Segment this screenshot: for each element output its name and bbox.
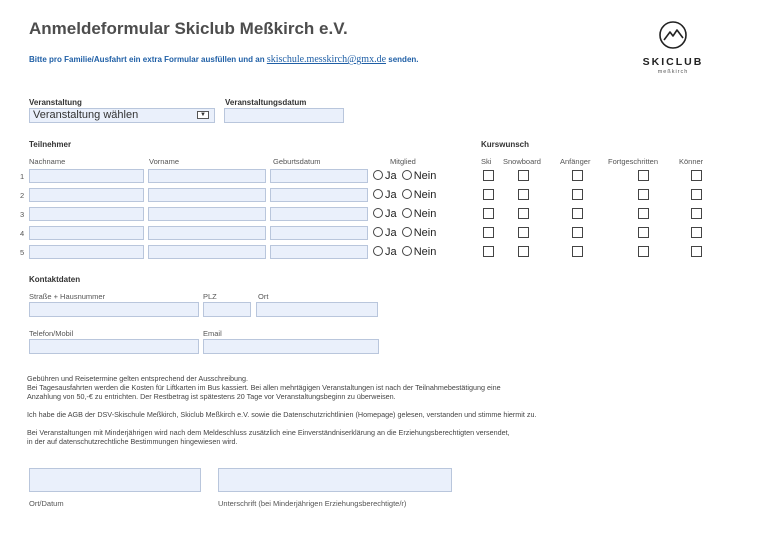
col-expert: Könner <box>679 157 704 166</box>
expert-checkbox[interactable] <box>691 170 702 181</box>
beginner-checkbox[interactable] <box>572 170 583 181</box>
advanced-checkbox[interactable] <box>638 246 649 257</box>
skiclub-logo <box>638 20 708 75</box>
email-field[interactable] <box>203 339 379 354</box>
member-yes-label: Ja <box>385 227 397 239</box>
member-yes-radio[interactable] <box>373 170 383 180</box>
phone-label: Telefon/Mobil <box>29 329 194 340</box>
snowboard-checkbox[interactable] <box>518 208 529 219</box>
street-label: Straße + Hausnummer <box>29 292 194 303</box>
ski-checkbox[interactable] <box>483 170 494 181</box>
logo-name: SKICLUB <box>642 56 704 68</box>
member-yes-label: Ja <box>385 246 397 258</box>
member-no-label: Nein <box>413 246 437 258</box>
beginner-checkbox[interactable] <box>572 227 583 238</box>
zip-field[interactable] <box>203 302 251 317</box>
member-no-label: Nein <box>413 227 437 239</box>
firstname-field[interactable] <box>148 207 266 221</box>
member-yes-radio[interactable] <box>373 246 383 256</box>
col-ski: Ski <box>481 157 492 166</box>
col-advanced: Fortgeschritten <box>608 157 659 166</box>
beginner-checkbox[interactable] <box>572 246 583 257</box>
col-member: Mitglied <box>390 157 416 166</box>
member-no-radio[interactable] <box>402 227 412 237</box>
event-select-value: Veranstaltung wählen <box>33 109 139 121</box>
col-lastname: Nachname <box>29 157 66 166</box>
place-date-field[interactable] <box>29 468 201 492</box>
page-title: Anmeldeformular Skiclub Meßkirch e.V. <box>29 19 348 38</box>
city-label: Ort <box>258 292 269 301</box>
fees-text <box>27 374 727 401</box>
instruction-prefix: Bitte pro Familie/Ausfahrt ein extra Formular ausfüllen und an <box>29 55 265 64</box>
advanced-checkbox[interactable] <box>638 170 649 181</box>
member-radio-group <box>373 246 436 258</box>
firstname-field[interactable] <box>148 226 266 240</box>
row-number: 2 <box>20 191 25 200</box>
member-radio-group <box>373 208 436 220</box>
col-firstname: Vorname <box>149 157 180 166</box>
event-select[interactable] <box>29 108 215 123</box>
member-yes-label: Ja <box>385 189 397 201</box>
participants-heading: Teilnehmer <box>29 140 72 149</box>
birthdate-field[interactable] <box>270 169 368 183</box>
minors-text <box>27 428 727 446</box>
advanced-checkbox[interactable] <box>638 227 649 238</box>
city-field[interactable] <box>256 302 378 317</box>
email-link[interactable]: skischule.messkirch@gmx.de <box>266 54 387 65</box>
row-number: 3 <box>20 210 25 219</box>
firstname-field[interactable] <box>148 188 266 202</box>
lastname-field[interactable] <box>29 169 144 183</box>
phone-field[interactable] <box>29 339 199 354</box>
logo-sub: meßkirch <box>657 69 689 75</box>
zip-label: PLZ <box>203 292 217 301</box>
minors-line-2: in der auf datenschutzrechtliche Bestimmungen hingewiesen wird. <box>27 437 238 446</box>
col-birthdate: Geburtsdatum <box>273 157 321 166</box>
snowboard-checkbox[interactable] <box>518 227 529 238</box>
expert-checkbox[interactable] <box>691 246 702 257</box>
member-no-radio[interactable] <box>402 208 412 218</box>
lastname-field[interactable] <box>29 245 144 259</box>
minors-line-1: Bei Veranstaltungen mit Minderjährigen wird nach dem Meldeschluss zusätzlich eine Einverständniserklärung an die Erziehungsberechtigten versendet, <box>27 428 510 437</box>
member-no-radio[interactable] <box>402 170 412 180</box>
col-beginner: Anfänger <box>560 157 591 166</box>
member-no-label: Nein <box>413 170 437 182</box>
mountain-logo-icon <box>658 20 688 50</box>
fees-line-2: Bei Tagesausfahrten werden die Kosten für Liftkarten im Bus kassiert. Bei allen mehrtägigen Veranstaltungen ist nach der Teilnahmebestätigung eine <box>27 383 501 392</box>
row-number: 5 <box>20 248 25 257</box>
firstname-field[interactable] <box>148 245 266 259</box>
place-date-label: Ort/Datum <box>29 499 64 508</box>
expert-checkbox[interactable] <box>691 227 702 238</box>
member-radio-group <box>373 227 436 239</box>
fees-line-1: Gebühren und Reisetermine gelten entsprechend der Ausschreibung. <box>27 374 248 383</box>
advanced-checkbox[interactable] <box>638 189 649 200</box>
ski-checkbox[interactable] <box>483 246 494 257</box>
instruction-text <box>29 54 419 65</box>
member-no-radio[interactable] <box>402 189 412 199</box>
member-no-radio[interactable] <box>402 246 412 256</box>
chevron-down-icon[interactable]: ▼ <box>197 111 209 119</box>
birthdate-field[interactable] <box>270 245 368 259</box>
birthdate-field[interactable] <box>270 226 368 240</box>
event-date-field[interactable] <box>224 108 344 123</box>
beginner-checkbox[interactable] <box>572 208 583 219</box>
member-no-label: Nein <box>413 208 437 220</box>
snowboard-checkbox[interactable] <box>518 189 529 200</box>
lastname-field[interactable] <box>29 207 144 221</box>
email-label: Email <box>203 329 222 338</box>
member-radio-group <box>373 189 436 201</box>
signature-field[interactable] <box>218 468 452 492</box>
ski-checkbox[interactable] <box>483 208 494 219</box>
agb-text: Ich habe die AGB der DSV-Skischule Meßkirch, Skiclub Meßkirch e.V. sowie die Datenschutzrichtlinien (Homepage) gelesen, verstanden und stimme hiermit zu. <box>27 410 537 419</box>
fees-line-3: Anzahlung von 50,-€ zu entrichten. Der Restbetrag ist spätestens 20 Tage vor Veranstaltungsbeginn zu überweisen. <box>27 392 396 401</box>
firstname-field[interactable] <box>148 169 266 183</box>
contact-heading: Kontaktdaten <box>29 275 81 284</box>
expert-checkbox[interactable] <box>691 208 702 219</box>
member-yes-label: Ja <box>385 208 397 220</box>
lastname-field[interactable] <box>29 226 144 240</box>
birthdate-field[interactable] <box>270 207 368 221</box>
lastname-field[interactable] <box>29 188 144 202</box>
ski-checkbox[interactable] <box>483 227 494 238</box>
event-label: Veranstaltung <box>29 98 82 107</box>
snowboard-checkbox[interactable] <box>518 246 529 257</box>
member-radio-group <box>373 170 436 182</box>
course-heading: Kurswunsch <box>481 140 530 149</box>
advanced-checkbox[interactable] <box>638 208 649 219</box>
street-field[interactable] <box>29 302 199 317</box>
row-number: 1 <box>20 172 25 181</box>
ski-checkbox[interactable] <box>483 189 494 200</box>
event-date-label: Veranstaltungsdatum <box>225 98 307 107</box>
signature-label: Unterschrift (bei Minderjährigen Erziehungsberechtigte/r) <box>218 499 407 508</box>
instruction-suffix: senden. <box>388 55 419 64</box>
member-yes-radio[interactable] <box>373 208 383 218</box>
birthdate-field[interactable] <box>270 188 368 202</box>
member-yes-label: Ja <box>385 170 397 182</box>
member-yes-radio[interactable] <box>373 189 383 199</box>
member-no-label: Nein <box>413 189 437 201</box>
row-number: 4 <box>20 229 25 238</box>
beginner-checkbox[interactable] <box>572 189 583 200</box>
col-snowboard: Snowboard <box>503 157 541 166</box>
snowboard-checkbox[interactable] <box>518 170 529 181</box>
expert-checkbox[interactable] <box>691 189 702 200</box>
member-yes-radio[interactable] <box>373 227 383 237</box>
